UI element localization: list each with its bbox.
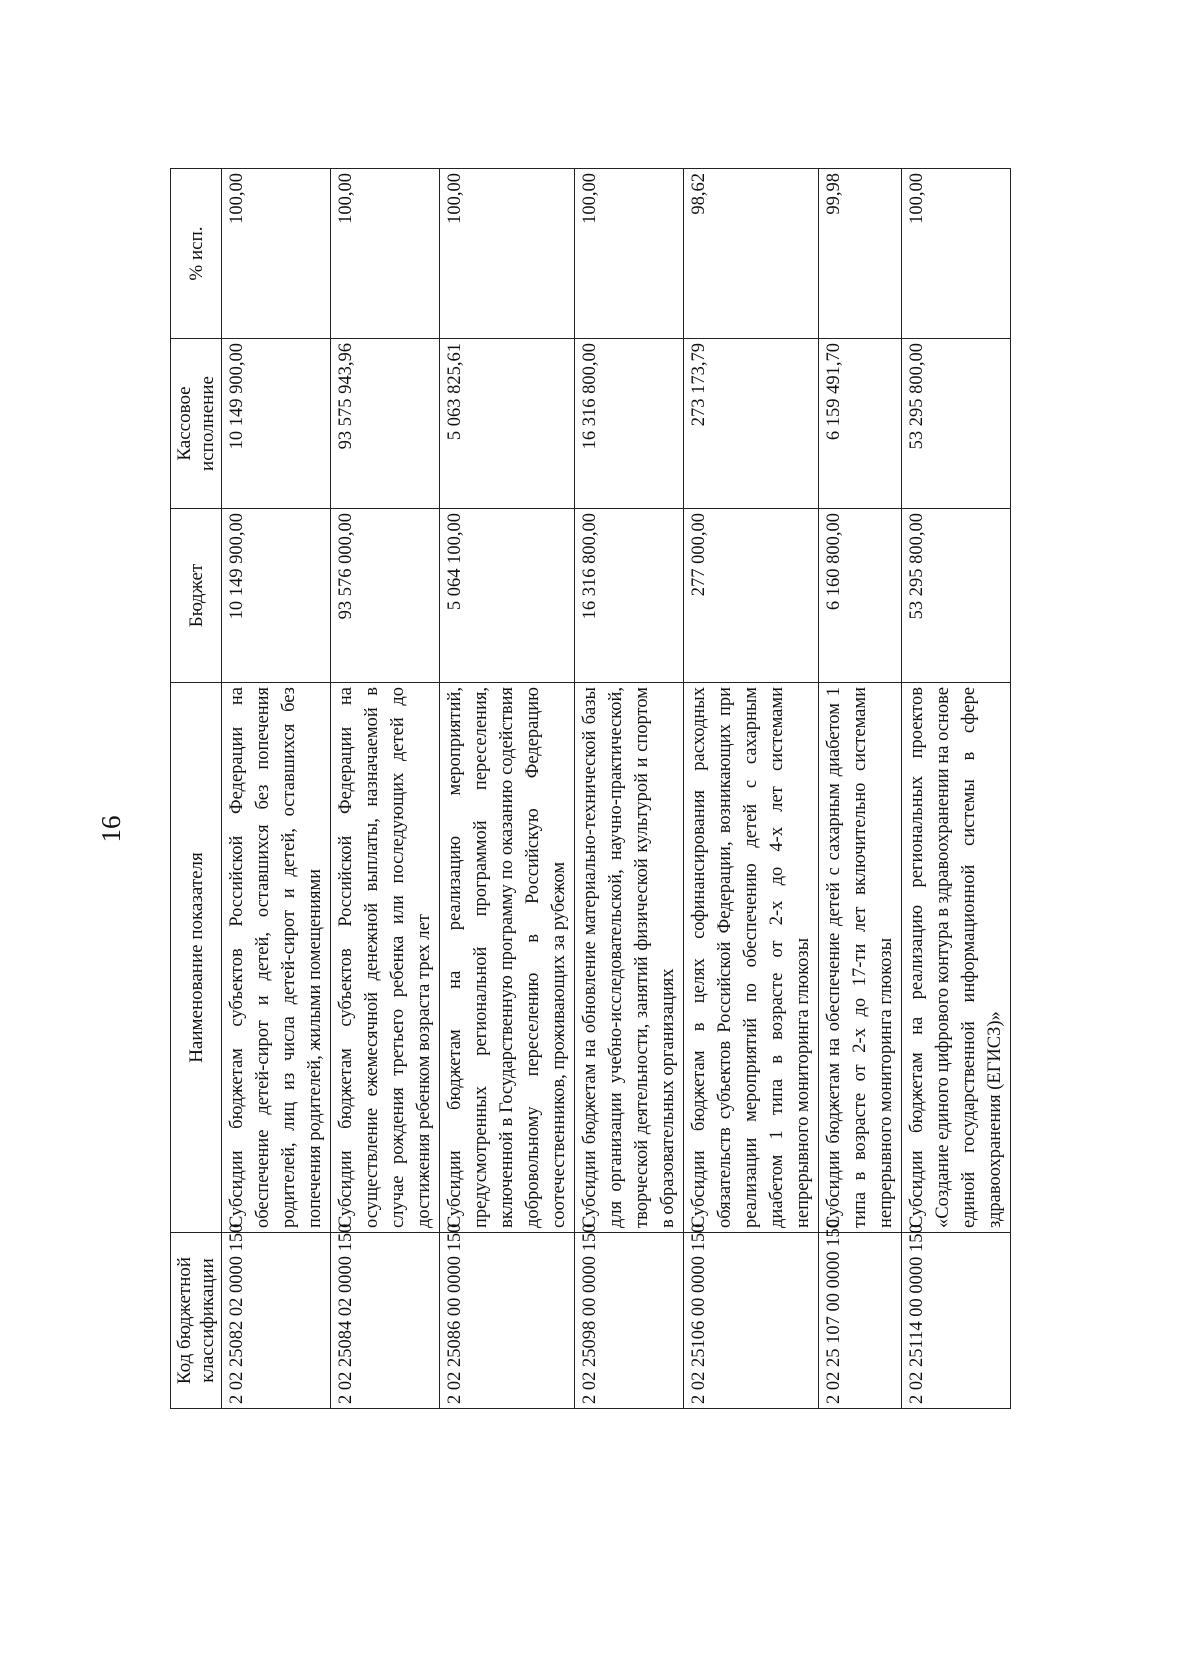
- cell-code: 2 02 25106 00 0000 150: [684, 1233, 819, 1409]
- cell-percent: 100,00: [331, 169, 440, 339]
- table-row: [902, 169, 1011, 1409]
- cell-budget: 277 000,00: [684, 509, 819, 683]
- cell-percent: 100,00: [575, 169, 684, 339]
- cell-budget: 53 295 800,00: [902, 509, 1011, 683]
- cell-name: Субсидии бюджетам на обновление материально-технической базы для организации учебно-исследовательской, научно-практической, творческой деятельности, занятий физической культурой и спортом в образовательных организациях: [575, 683, 684, 1233]
- cell-code: 2 02 25086 00 0000 150: [440, 1233, 575, 1409]
- cell-name: Субсидии бюджетам в целях софинансирования расходных обязательств субъектов Российской Федерации, возникающих при реализации мероприятий по обеспечению детей с сахарным диабетом 1 типа в возрасте от 2-х до 4-х лет системами непрерывного мониторинга глюкозы: [684, 683, 819, 1233]
- cell-code: 2 02 25082 02 0000 150: [222, 1233, 331, 1409]
- table-row: [440, 169, 575, 1409]
- table-row: [222, 169, 331, 1409]
- cell-code: 2 02 25114 00 0000 150: [902, 1233, 1011, 1409]
- cell-percent: 100,00: [902, 169, 1011, 339]
- cell-cash: 10 149 900,00: [222, 339, 331, 509]
- cell-code: 2 02 25 107 00 0000 150: [819, 1233, 902, 1409]
- cell-cash: 53 295 800,00: [902, 339, 1011, 509]
- header-cash: Кассовое исполнение: [171, 339, 222, 509]
- budget-table: [170, 168, 1011, 1409]
- cell-budget: 93 576 000,00: [331, 509, 440, 683]
- cell-budget: 5 064 100,00: [440, 509, 575, 683]
- cell-percent: 99,98: [819, 169, 902, 339]
- cell-cash: 16 316 800,00: [575, 339, 684, 509]
- cell-name: Субсидии бюджетам субъектов Российской Федерации на обеспечение детей-сирот и детей, оставшихся без попечения родителей, лиц из числа детей-сирот и детей, оставшихся без попечения родителей, жилыми помещениями: [222, 683, 331, 1233]
- table-header-row: [171, 169, 222, 1409]
- cell-budget: 6 160 800,00: [819, 509, 902, 683]
- cell-percent: 98,62: [684, 169, 819, 339]
- cell-cash: 5 063 825,61: [440, 339, 575, 509]
- cell-name: Субсидии бюджетам на реализацию региональных проектов «Создание единого цифрового контура в здравоохранении на основе единой государственной информационной системы в сфере здравоохранения (ЕГИСЗ)»: [902, 683, 1011, 1233]
- cell-budget: 10 149 900,00: [222, 509, 331, 683]
- header-code: Код бюджетной классификации: [171, 1233, 222, 1409]
- cell-code: 2 02 25084 02 0000 150: [331, 1233, 440, 1409]
- header-budget: Бюджет: [171, 509, 222, 683]
- cell-name: Субсидии бюджетам субъектов Российской Федерации на осуществление ежемесячной денежной выплаты, назначаемой в случае рождения третьего ребенка или последующих детей до достижения ребенком возраста трех лет: [331, 683, 440, 1233]
- header-percent: % исп.: [171, 169, 222, 339]
- table-row: [331, 169, 440, 1409]
- cell-budget: 16 316 800,00: [575, 509, 684, 683]
- cell-code: 2 02 25098 00 0000 150: [575, 1233, 684, 1409]
- page-number: 16: [96, 815, 126, 843]
- table-row: [684, 169, 819, 1409]
- table-row: [575, 169, 684, 1409]
- cell-percent: 100,00: [440, 169, 575, 339]
- cell-name: Субсидии бюджетам на обеспечение детей с сахарным диабетом 1 типа в возрасте от 2-х до 17-ти лет включительно системами непрерывного мониторинга глюкозы: [819, 683, 902, 1233]
- cell-cash: 273 173,79: [684, 339, 819, 509]
- cell-cash: 93 575 943,96: [331, 339, 440, 509]
- cell-cash: 6 159 491,70: [819, 339, 902, 509]
- header-name: Наименование показателя: [171, 683, 222, 1233]
- cell-name: Субсидии бюджетам на реализацию мероприятий, предусмотренных региональной программой переселения, включенной в Государственную программу по оказанию содействия добровольному переселению в Российскую Федерацию соотечественников, проживающих за рубежом: [440, 683, 575, 1233]
- cell-percent: 100,00: [222, 169, 331, 339]
- table-row: [819, 169, 902, 1409]
